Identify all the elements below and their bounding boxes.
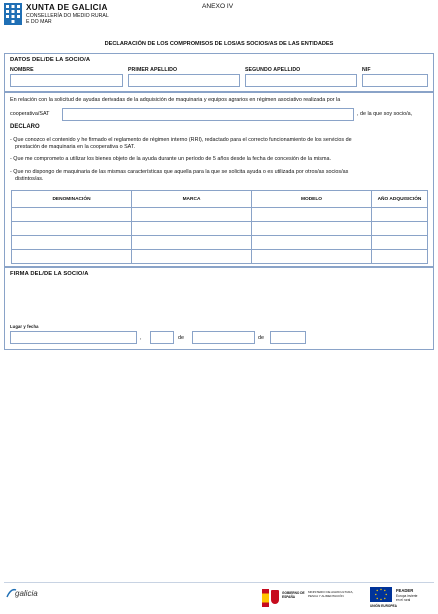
declaration-item3-line2: distintos/as. bbox=[15, 176, 44, 182]
cooperative-name-field[interactable] bbox=[62, 108, 354, 121]
footer-divider bbox=[4, 582, 434, 583]
declaration-item2: - Que me comprometo a utilizar los bienes objeto de la ayuda durante un período de 5 años desde la fecha de concesión de la misma. bbox=[10, 156, 331, 162]
declaration-intro-end: , de la que soy socio/a, bbox=[357, 111, 413, 117]
declaration-intro-line1: En relación con la solicitud de ayudas derivadas de la adquisición de maquinaria y equipos agrarios en régimen asociativo realizada por la bbox=[10, 97, 341, 103]
dept-line-1: CONSELLERÍA DO MEDIO RURAL bbox=[26, 13, 109, 19]
table-cell[interactable] bbox=[12, 222, 132, 236]
table-cell[interactable] bbox=[132, 208, 252, 222]
name-label: NOMBRE bbox=[10, 67, 34, 73]
eu-label: UNIÓN EUROPEA bbox=[370, 604, 397, 608]
col-acquisition-year: AÑO ADQUISICIÓN bbox=[372, 191, 428, 208]
name-field[interactable] bbox=[10, 74, 123, 87]
nif-field[interactable] bbox=[362, 74, 428, 87]
surname1-label: PRIMER APELLIDO bbox=[128, 67, 178, 73]
declare-heading: DECLARO bbox=[10, 124, 40, 130]
table-cell[interactable] bbox=[252, 236, 372, 250]
table-cell[interactable] bbox=[132, 236, 252, 250]
table-cell[interactable] bbox=[252, 222, 372, 236]
col-denomination: DENOMINACIÓN bbox=[12, 191, 132, 208]
spain-crest-icon bbox=[271, 590, 279, 604]
xunta-crest-icon bbox=[4, 3, 22, 25]
declaration-intro-start: cooperativa/SAT bbox=[10, 111, 50, 117]
surname1-field[interactable] bbox=[128, 74, 240, 87]
declaration-item3-line1: - Que no dispongo de maquinaria de las mismas características que aquella para la que se solicita ayuda o es utilizada por otros/as socios/as bbox=[10, 169, 349, 175]
table-cell[interactable] bbox=[372, 236, 428, 250]
place-field[interactable] bbox=[10, 331, 137, 344]
table-cell[interactable] bbox=[252, 250, 372, 264]
feader-line-1: Europa invierte bbox=[396, 594, 418, 598]
ministry-text: MINISTERIO DE AGRICULTURA, PESCA Y ALIMENTACIÓN bbox=[308, 590, 354, 598]
table-cell[interactable] bbox=[372, 250, 428, 264]
eu-feader-logo bbox=[370, 587, 434, 611]
declaration-item1-line1: - Que conozco el contenido y he firmado el reglamento de régimen interno (RRI), redactado para el correcto funcionamiento de los servicios de bbox=[10, 137, 352, 143]
declaration-section bbox=[4, 92, 434, 267]
surname2-label: SEGUNDO APELLIDO bbox=[245, 67, 301, 73]
dept-line-2: E DO MAR bbox=[26, 19, 52, 25]
table-row bbox=[12, 208, 428, 222]
year-field[interactable] bbox=[270, 331, 306, 344]
spain-flag-icon bbox=[262, 589, 269, 607]
feader-line-2: en el rural bbox=[396, 598, 411, 602]
month-field[interactable] bbox=[192, 331, 255, 344]
feader-title: FEADER bbox=[396, 588, 414, 593]
table-row bbox=[12, 250, 428, 264]
table-row bbox=[12, 236, 428, 250]
eu-stars-icon bbox=[370, 587, 392, 602]
partner-section-title: DATOS DEL/DE LA SOCIO/A bbox=[10, 57, 91, 63]
table-cell[interactable] bbox=[372, 222, 428, 236]
table-cell[interactable] bbox=[372, 208, 428, 222]
surname2-field[interactable] bbox=[245, 74, 357, 87]
gov-text: GOBIERNO DE ESPAÑA bbox=[282, 591, 305, 599]
machinery-table-header bbox=[12, 191, 428, 208]
org-name: XUNTA DE GALICIA bbox=[26, 3, 108, 12]
table-cell[interactable] bbox=[12, 208, 132, 222]
nif-label: NIF bbox=[362, 67, 371, 73]
table-cell[interactable] bbox=[252, 208, 372, 222]
partner-data-section bbox=[4, 53, 434, 92]
place-date-label: Lugar y fecha bbox=[10, 324, 39, 329]
table-cell[interactable] bbox=[12, 236, 132, 250]
de-label-1: de bbox=[178, 335, 184, 341]
galicia-wordmark: galicia bbox=[15, 589, 38, 598]
declaration-item1-line2: prestación de maquinaria en la cooperativa o SAT. bbox=[15, 144, 136, 150]
page-title: DECLARACIÓN DE LOS COMPROMISOS DE LOS/AS SOCIOS/AS DE LAS ENTIDADES bbox=[104, 41, 334, 47]
signature-section-title: FIRMA DEL/DE LA SOCIO/A bbox=[10, 271, 89, 277]
xunta-logo bbox=[4, 3, 22, 25]
machinery-table bbox=[11, 190, 428, 264]
spain-government-logo bbox=[262, 587, 362, 609]
table-row bbox=[12, 222, 428, 236]
de-label-2: de bbox=[258, 335, 264, 341]
day-field[interactable] bbox=[150, 331, 174, 344]
table-cell[interactable] bbox=[132, 222, 252, 236]
col-model: MODELO bbox=[252, 191, 372, 208]
annex-label: ANEXO IV bbox=[202, 3, 234, 10]
eu-flag-icon bbox=[370, 587, 392, 602]
signature-section bbox=[4, 267, 434, 350]
col-brand: MARCA bbox=[132, 191, 252, 208]
table-cell[interactable] bbox=[12, 250, 132, 264]
table-cell[interactable] bbox=[132, 250, 252, 264]
comma-separator: , bbox=[140, 335, 142, 341]
